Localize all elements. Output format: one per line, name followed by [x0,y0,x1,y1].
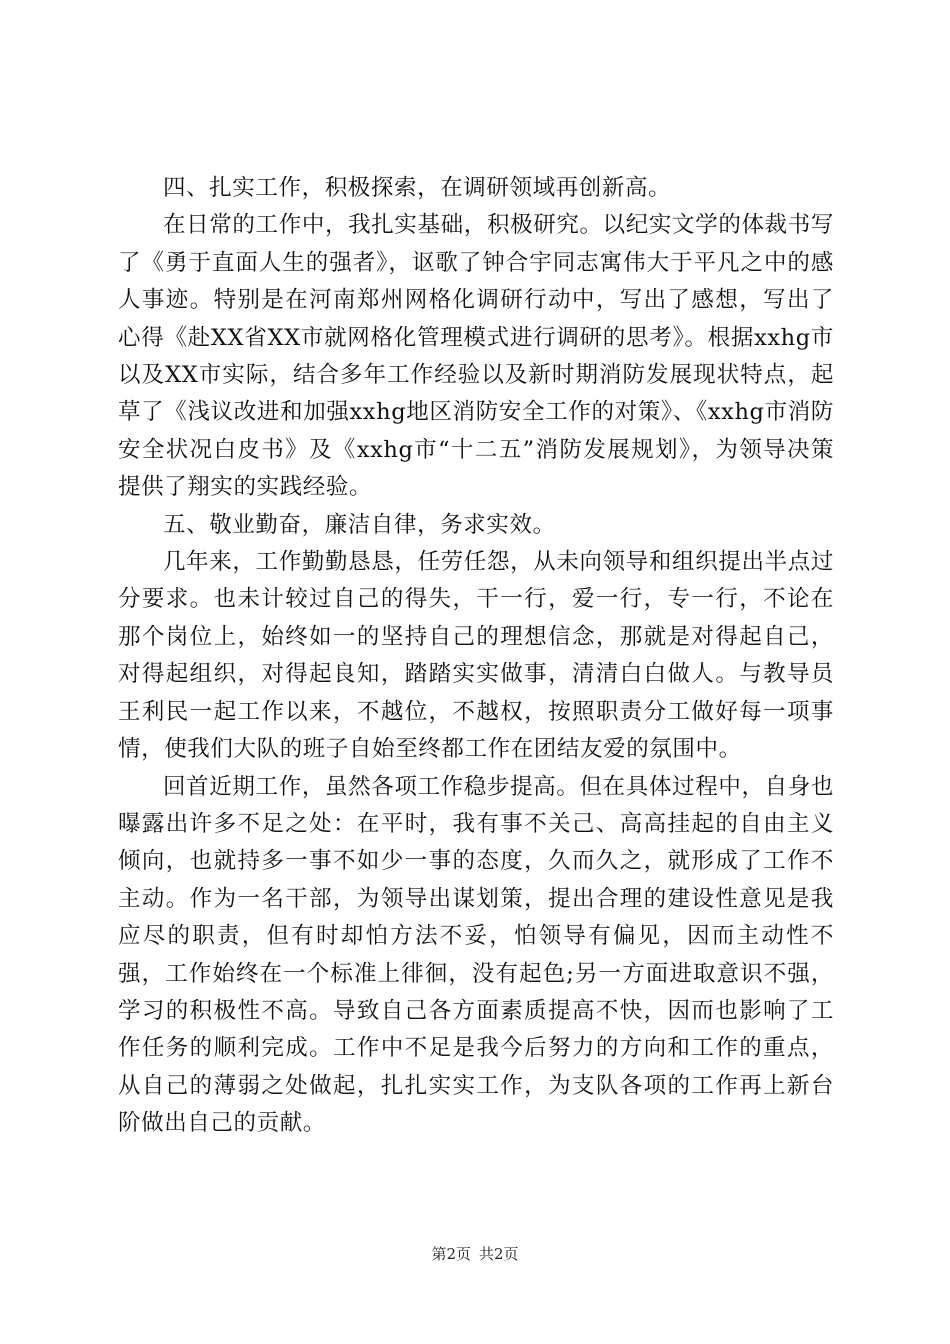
page-footer [0,1243,950,1264]
document-body [118,170,834,1143]
page-number: 第2页 [431,1245,471,1263]
section-heading-5: 五、敬业勤奋，廉洁自律，务求实效。 [163,511,556,538]
body-paragraph: 几年来，工作勤勤恳恳，任劳任怨，从未向领导和组织提出半点过分要求。也未计较过自己的得失，干一行，爱一行，专一行，不论在那个岗位上，始终如一的坚持自己的理想信念，那就是对得起自己，对得起组织，对得起良知，踏踏实实做事，清清白白做人。与教导员王利民一起工作以来，不越位，不越权，按照职责分工做好每一项事情，使我们大队的班子自始至终都工作在团结友爱的氛围中。 [118,549,834,763]
body-paragraph: 回首近期工作，虽然各项工作稳步提高。但在具体过程中，自身也曝露出许多不足之处：在平时，我有事不关己、高高挂起的自由主义倾向，也就持多一事不如少一事的态度，久而久之，就形成了工作不主动。作为一名干部，为领导出谋划策，提出合理的建设性意见是我应尽的职责，但有时却怕方法不妥，怕领导有偏见，因而主动性不强，工作始终在一个标准上徘徊，没有起色;另一方面进取意识不强，学习的积极性不高。导致自己各方面素质提高不快，因而也影响了工作任务的顺利完成。工作中不足是我今后努力的方向和工作的重点，从自己的薄弱之处做起，扎扎实实工作，为支队各项的工作再上新台阶做出自己的贡献。 [118,773,834,1137]
section-heading-4: 四、扎实工作，积极探索，在调研领域再创新高。 [163,175,672,201]
body-paragraph: 在日常的工作中，我扎实基础，积极研究。以纪实文学的体裁书写了《勇于直面人生的强者》，讴歌了钟合宇同志寓伟大于平凡之中的感人事迹。特别是在河南郑州网格化调研行动中，写出了感想，写出了心得《赴XX省XX市就网格化管理模式进行调研的思考》。根据xxhg市以及XX市实际，结合多年工作经验以及新时期消防发展现状特点，起草了《浅议改进和加强xxhg地区消防安全工作的对策》、《xxhg市消防安全状况白皮书》及《xxhg市“十二五”消防发展规划》，为领导决策提供了翔实的实践经验。 [118,212,834,501]
page-total: 共2页 [479,1245,519,1263]
